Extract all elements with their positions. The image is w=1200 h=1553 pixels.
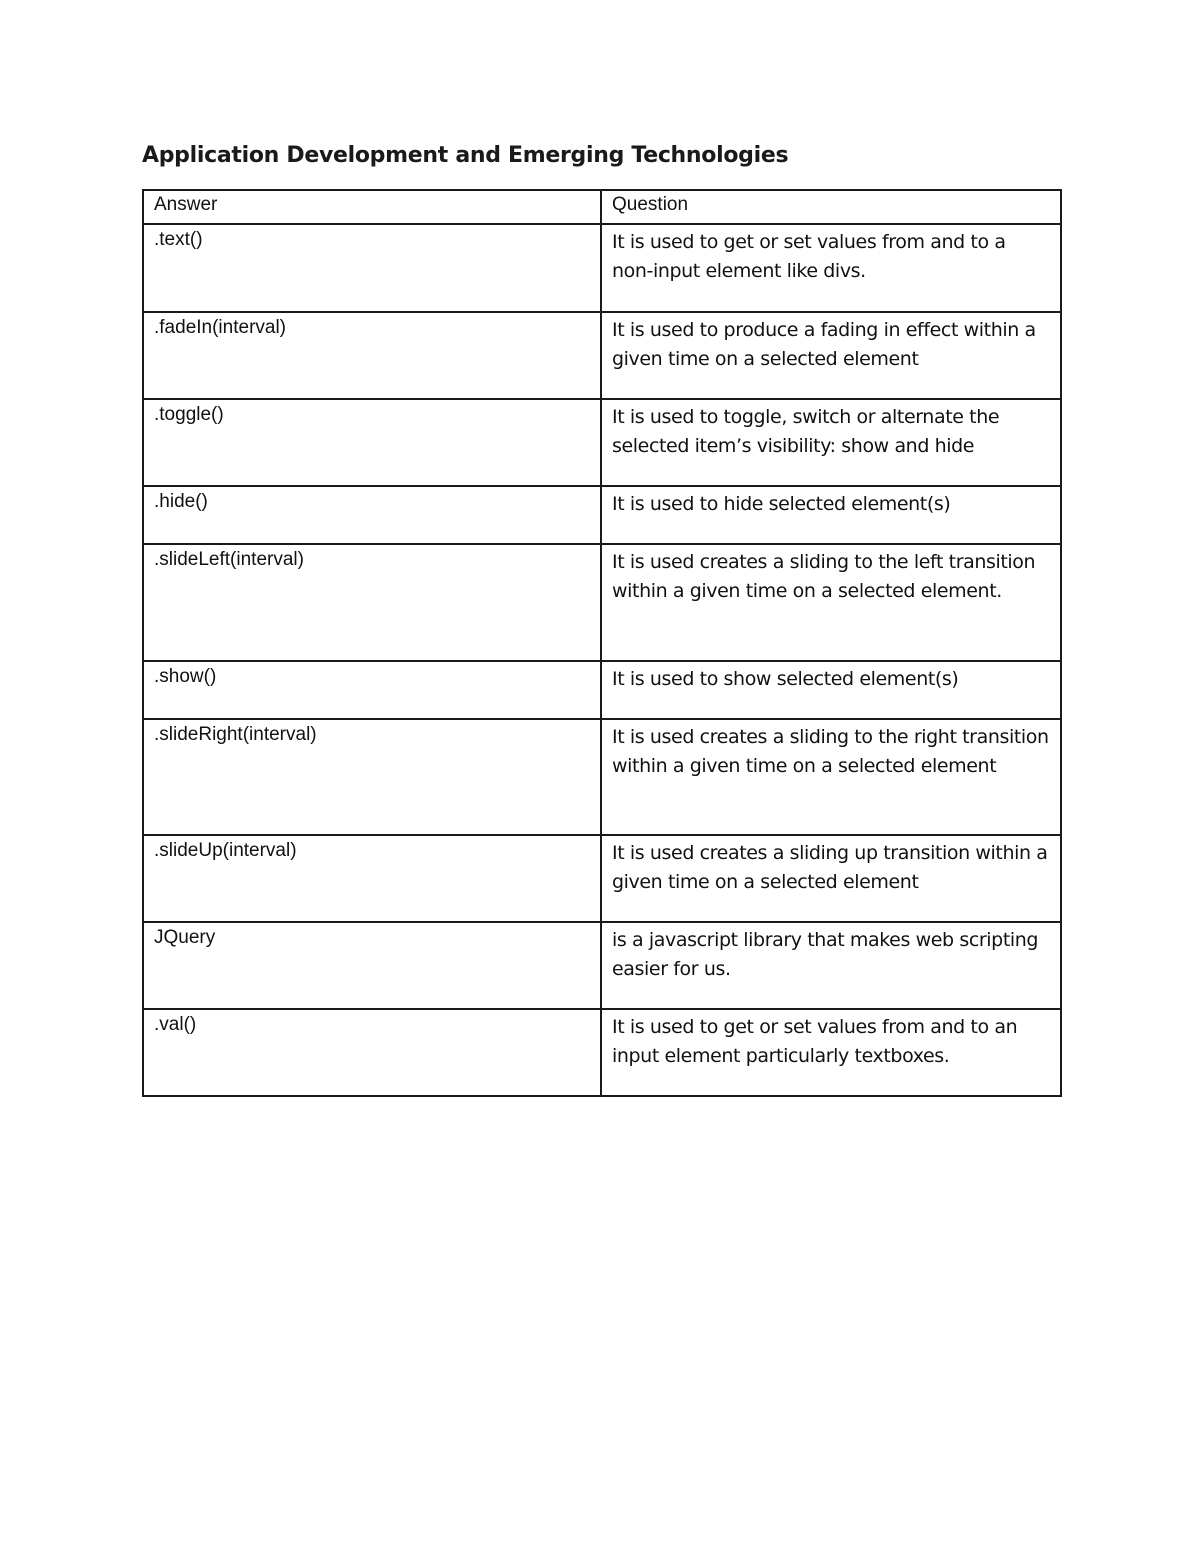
question-cell: It is used to toggle, switch or alternate the selected item’s visibility: show and hide	[601, 399, 1061, 486]
header-question: Question	[601, 190, 1061, 224]
table-row	[143, 922, 1061, 1009]
answer-cell: .val()	[143, 1009, 601, 1096]
answer-question-table	[142, 189, 1062, 1097]
question-cell: It is used creates a sliding to the right transition within a given time on a selected element	[601, 719, 1061, 835]
answer-cell: .slideLeft(interval)	[143, 544, 601, 661]
page-title: Application Development and Emerging Technologies	[142, 143, 789, 168]
table-row	[143, 661, 1061, 719]
table-row	[143, 224, 1061, 312]
table-row	[143, 486, 1061, 544]
question-cell: It is used to get or set values from and to an input element particularly textboxes.	[601, 1009, 1061, 1096]
answer-cell: .slideRight(interval)	[143, 719, 601, 835]
question-cell: is a javascript library that makes web scripting easier for us.	[601, 922, 1061, 1009]
answer-cell: .text()	[143, 224, 601, 312]
question-cell: It is used to produce a fading in effect within a given time on a selected element	[601, 312, 1061, 399]
table-row	[143, 399, 1061, 486]
table-row	[143, 719, 1061, 835]
table-header-row	[143, 190, 1061, 224]
question-cell: It is used creates a sliding to the left transition within a given time on a selected element.	[601, 544, 1061, 661]
question-cell: It is used creates a sliding up transition within a given time on a selected element	[601, 835, 1061, 922]
answer-cell: .toggle()	[143, 399, 601, 486]
answer-cell: .slideUp(interval)	[143, 835, 601, 922]
header-answer: Answer	[143, 190, 601, 224]
table-row	[143, 544, 1061, 661]
table-row	[143, 312, 1061, 399]
question-cell: It is used to get or set values from and to a non-input element like divs.	[601, 224, 1061, 312]
table-row	[143, 1009, 1061, 1096]
table-row	[143, 835, 1061, 922]
answer-cell: .hide()	[143, 486, 601, 544]
answer-cell: .show()	[143, 661, 601, 719]
question-cell: It is used to show selected element(s)	[601, 661, 1061, 719]
answer-cell: JQuery	[143, 922, 601, 1009]
question-cell: It is used to hide selected element(s)	[601, 486, 1061, 544]
answer-cell: .fadeIn(interval)	[143, 312, 601, 399]
